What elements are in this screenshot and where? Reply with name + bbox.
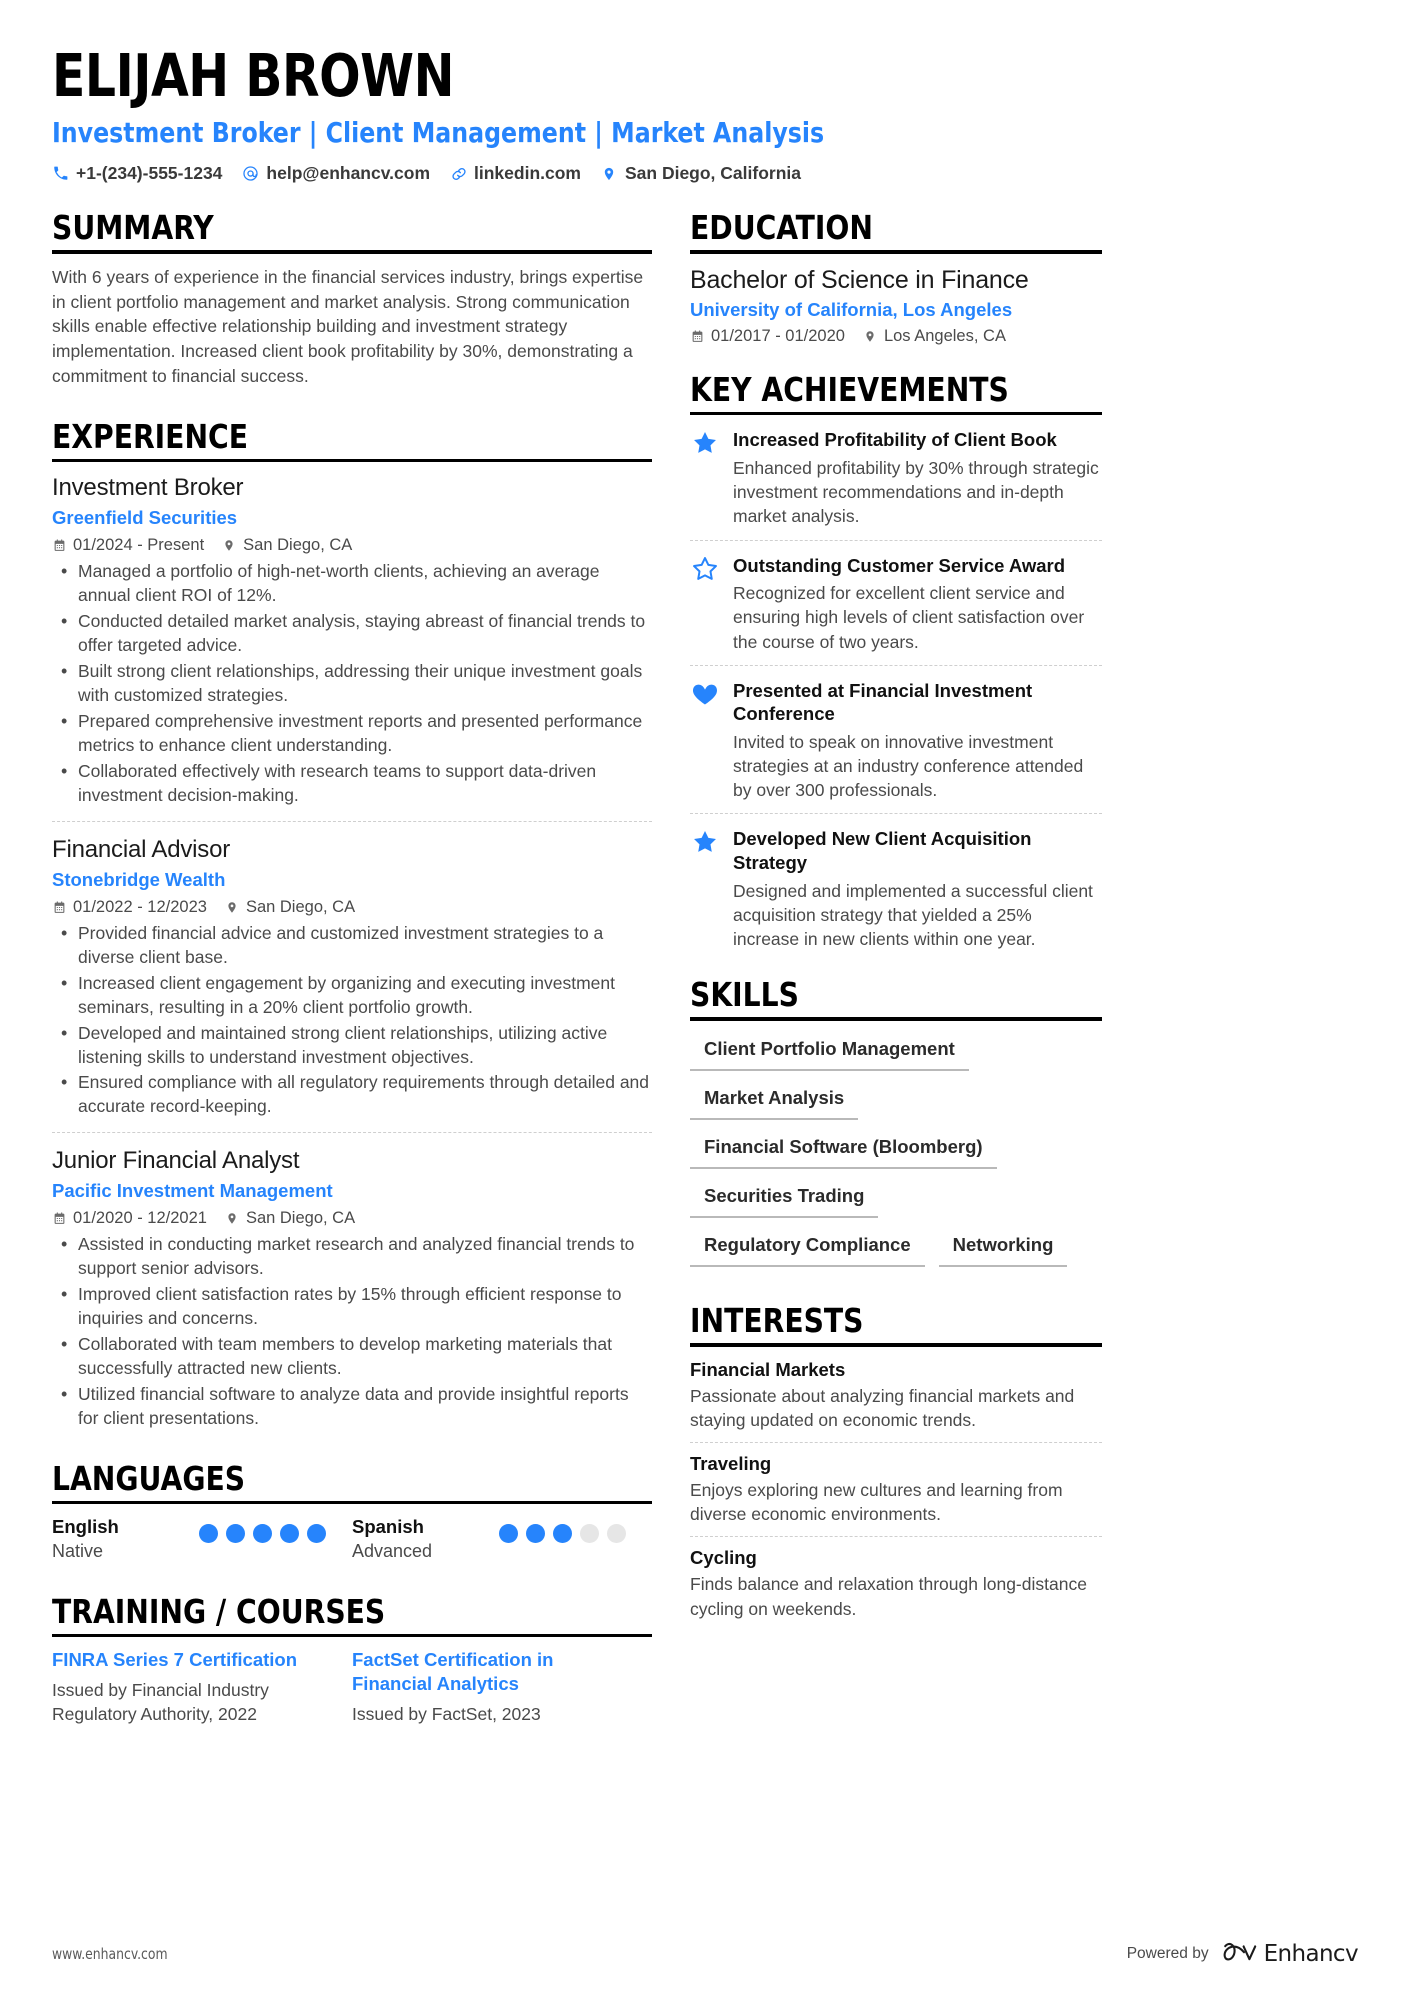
enhancv-logo[interactable] bbox=[1223, 1940, 1358, 1967]
rating-dot bbox=[226, 1524, 245, 1543]
achievement-desc: Enhanced profitability by 30% through strategic investment recommendations and in-depth market analysis. bbox=[733, 458, 1099, 527]
location-pin-icon bbox=[225, 1211, 239, 1227]
training-title[interactable]: FINRA Series 7 Certification bbox=[52, 1649, 298, 1671]
star-filled-icon bbox=[690, 827, 720, 857]
experience-dates bbox=[52, 1209, 207, 1228]
skill-tag: Client Portfolio Management bbox=[690, 1032, 969, 1071]
achievement-item bbox=[690, 825, 1102, 951]
contact-phone-text: +1-(234)-555-1234 bbox=[76, 163, 223, 184]
section-achievements bbox=[690, 372, 1102, 951]
contact-phone[interactable] bbox=[52, 163, 222, 184]
bullet-item: • Built strong client relationships, addressing their unique investment goals with customized strategies. bbox=[52, 660, 652, 708]
powered-by-label: Powered by bbox=[1126, 1944, 1209, 1962]
experience-dates-text: 01/2022 - 12/2023 bbox=[73, 897, 207, 916]
achievement-title: Presented at Financial Investment Conference bbox=[733, 679, 1033, 725]
bullet-item: • Improved client satisfaction rates by 15% through efficient response to inquiries and concerns. bbox=[52, 1283, 652, 1331]
training-grid bbox=[52, 1648, 652, 1726]
section-languages bbox=[52, 1458, 652, 1564]
contact-location-text: San Diego, California bbox=[624, 163, 801, 184]
link-icon bbox=[450, 164, 467, 183]
section-rule bbox=[690, 1017, 1102, 1021]
left-column bbox=[52, 210, 652, 1736]
rating-dot bbox=[526, 1524, 545, 1543]
rating-dot bbox=[280, 1524, 299, 1543]
language-level: Native bbox=[52, 1541, 104, 1562]
experience-company[interactable]: Greenfield Securities bbox=[52, 507, 238, 529]
rating-dot bbox=[307, 1524, 326, 1543]
bullet-item: • Collaborated with team members to develop marketing materials that successfully attracted new clients. bbox=[52, 1333, 652, 1381]
experience-location bbox=[225, 898, 355, 917]
language-name: Spanish bbox=[352, 1516, 424, 1538]
section-title-skills: SKILLS bbox=[690, 975, 799, 1015]
interest-title: Cycling bbox=[690, 1547, 757, 1569]
candidate-headline: Investment Broker | Client Management | Market Analysis bbox=[52, 115, 825, 149]
experience-dates-text: 01/2024 - Present bbox=[73, 536, 205, 555]
education-entry bbox=[690, 265, 1102, 346]
achievement-divider bbox=[690, 540, 1102, 541]
experience-location-text: San Diego, CA bbox=[245, 1209, 356, 1228]
rating-dot bbox=[553, 1524, 572, 1543]
education-meta bbox=[690, 327, 1102, 346]
experience-bullets bbox=[52, 1233, 652, 1431]
section-title-interests: INTERESTS bbox=[690, 1301, 864, 1341]
achievement-item bbox=[690, 426, 1102, 528]
interest-item bbox=[690, 1452, 1102, 1526]
achievement-desc: Invited to speak on innovative investment strategies at an industry conference attended by over 300 professionals. bbox=[733, 732, 1084, 801]
achievement-divider bbox=[690, 665, 1102, 666]
education-dates bbox=[690, 327, 845, 346]
candidate-name: ELIJAH BROWN bbox=[52, 41, 455, 110]
location-pin-icon bbox=[222, 538, 236, 554]
training-item bbox=[352, 1648, 652, 1726]
bullet-item: • Ensured compliance with all regulatory requirements through detailed and accurate record-keeping. bbox=[52, 1071, 652, 1119]
star-filled-icon bbox=[690, 428, 720, 458]
section-rule bbox=[52, 250, 652, 254]
experience-location-text: San Diego, CA bbox=[243, 536, 353, 555]
training-desc: Issued by FactSet, 2023 bbox=[352, 1704, 541, 1725]
section-summary bbox=[52, 210, 652, 389]
achievement-item bbox=[690, 552, 1102, 654]
experience-location-text: San Diego, CA bbox=[245, 897, 356, 916]
experience-company[interactable]: Stonebridge Wealth bbox=[52, 868, 226, 890]
experience-meta bbox=[52, 1209, 652, 1228]
calendar-icon bbox=[52, 1211, 66, 1227]
experience-meta bbox=[52, 898, 652, 917]
education-degree: Bachelor of Science in Finance bbox=[690, 265, 1029, 294]
bullet-item: • Developed and maintained strong client relationships, utilizing active listening skills to understand investment objectives. bbox=[52, 1022, 652, 1070]
language-rating-dots bbox=[499, 1515, 652, 1543]
contact-row bbox=[52, 163, 1358, 184]
rating-dot bbox=[253, 1524, 272, 1543]
email-icon bbox=[242, 164, 259, 183]
page-footer bbox=[52, 1940, 1358, 1967]
education-location bbox=[863, 327, 1006, 346]
bullet-item: • Managed a portfolio of high-net-worth clients, achieving an average annual client ROI of 12%. bbox=[52, 560, 652, 608]
interest-divider bbox=[690, 1536, 1102, 1537]
bullet-item: • Assisted in conducting market research and analyzed financial trends to support senior advisors. bbox=[52, 1233, 652, 1281]
section-title-achievements: KEY ACHIEVEMENTS bbox=[690, 370, 1009, 410]
achievement-divider bbox=[690, 813, 1102, 814]
interest-item bbox=[690, 1358, 1102, 1432]
language-item bbox=[52, 1515, 352, 1563]
section-training bbox=[52, 1591, 652, 1727]
experience-dates bbox=[52, 898, 207, 917]
achievement-item bbox=[690, 677, 1102, 803]
skill-tag: Networking bbox=[939, 1228, 1068, 1267]
section-education bbox=[690, 210, 1102, 346]
bullet-item: • Increased client engagement by organizing and executing investment seminars, resulting in a 20% client portfolio growth. bbox=[52, 972, 652, 1020]
language-name: English bbox=[52, 1516, 119, 1538]
entry-divider bbox=[52, 1132, 652, 1133]
contact-location bbox=[601, 163, 801, 184]
interest-desc: Finds balance and relaxation through long-distance cycling on weekends. bbox=[690, 1574, 1087, 1619]
interest-desc: Passionate about analyzing financial markets and staying updated on economic trends. bbox=[690, 1385, 1075, 1430]
section-title-education: EDUCATION bbox=[690, 208, 873, 248]
achievement-title: Developed New Client Acquisition Strategy bbox=[733, 828, 1032, 874]
experience-role: Junior Financial Analyst bbox=[52, 1147, 300, 1175]
achievement-title: Outstanding Customer Service Award bbox=[733, 554, 1066, 576]
training-title[interactable]: FactSet Certification in Financial Analytics bbox=[352, 1649, 554, 1695]
section-skills bbox=[690, 977, 1102, 1277]
location-pin-icon bbox=[863, 329, 877, 345]
skill-tag: Securities Trading bbox=[690, 1179, 878, 1218]
star-outline-icon bbox=[690, 554, 720, 584]
education-school[interactable]: University of California, Los Angeles bbox=[690, 299, 1013, 321]
bullet-item: • Utilized financial software to analyze data and provide insightful reports for client presentations. bbox=[52, 1383, 652, 1431]
contact-email[interactable] bbox=[242, 163, 430, 184]
calendar-icon bbox=[690, 329, 704, 345]
achievement-desc: Recognized for excellent client service and ensuring high levels of client satisfaction over the course of two years. bbox=[733, 583, 1085, 652]
content-columns bbox=[52, 210, 1358, 1736]
section-rule bbox=[52, 1634, 652, 1638]
right-column bbox=[690, 210, 1102, 1630]
experience-meta bbox=[52, 536, 652, 555]
rating-dot bbox=[499, 1524, 518, 1543]
bullet-item: • Conducted detailed market analysis, staying abreast of financial trends to offer targeted advice. bbox=[52, 610, 652, 658]
bullet-item: • Provided financial advice and customized investment strategies to a diverse client base. bbox=[52, 922, 652, 970]
section-title-experience: EXPERIENCE bbox=[52, 416, 249, 456]
section-rule bbox=[52, 459, 652, 463]
experience-bullets bbox=[52, 922, 652, 1120]
interest-desc: Enjoys exploring new cultures and learning from diverse economic environments. bbox=[690, 1480, 1063, 1525]
interest-title: Financial Markets bbox=[690, 1358, 846, 1380]
experience-entry bbox=[52, 1146, 652, 1431]
resume-header bbox=[52, 41, 1358, 184]
experience-company[interactable]: Pacific Investment Management bbox=[52, 1180, 333, 1202]
experience-role: Financial Advisor bbox=[52, 835, 231, 863]
section-rule bbox=[52, 1501, 652, 1505]
training-item bbox=[52, 1648, 352, 1726]
enhancv-mark-icon bbox=[1223, 1940, 1257, 1967]
contact-link-text: linkedin.com bbox=[474, 163, 581, 184]
skill-tag: Market Analysis bbox=[690, 1081, 858, 1120]
phone-icon bbox=[52, 164, 69, 183]
training-desc: Issued by Financial Industry Regulatory Authority, 2022 bbox=[52, 1680, 269, 1725]
enhancv-wordmark: Enhancv bbox=[1263, 1940, 1358, 1967]
contact-link[interactable] bbox=[450, 163, 581, 184]
interest-item bbox=[690, 1546, 1102, 1620]
language-item bbox=[352, 1515, 652, 1563]
skills-list bbox=[690, 1032, 1102, 1278]
section-interests bbox=[690, 1303, 1102, 1620]
rating-dot bbox=[580, 1524, 599, 1543]
experience-entry bbox=[52, 473, 652, 807]
contact-email-text: help@enhancv.com bbox=[266, 163, 431, 184]
section-rule bbox=[690, 412, 1102, 416]
skill-tag: Financial Software (Bloomberg) bbox=[690, 1130, 997, 1169]
education-location-text: Los Angeles, CA bbox=[883, 327, 1006, 346]
summary-text: With 6 years of experience in the financial services industry, brings expertise in client portfolio management and market analysis. Strong communication skills enable effective relationship building and investment strategy implementation. Increased client book profitability by 30%, demonstrating a commitment to financial success. bbox=[52, 266, 644, 387]
section-title-summary: SUMMARY bbox=[52, 208, 214, 248]
skill-tag: Regulatory Compliance bbox=[690, 1228, 925, 1267]
education-dates-text: 01/2017 - 01/2020 bbox=[711, 327, 845, 346]
location-pin-icon bbox=[225, 899, 239, 915]
rating-dot bbox=[607, 1524, 626, 1543]
experience-location bbox=[225, 1209, 355, 1228]
section-experience bbox=[52, 416, 652, 1431]
location-pin-icon bbox=[601, 164, 618, 183]
entry-divider bbox=[52, 821, 652, 822]
experience-bullets bbox=[52, 560, 652, 808]
section-title-training: TRAINING / COURSES bbox=[52, 1591, 386, 1631]
experience-entry bbox=[52, 835, 652, 1120]
experience-role: Investment Broker bbox=[52, 474, 244, 502]
footer-brand-block bbox=[1127, 1940, 1358, 1967]
achievement-title: Increased Profitability of Client Book bbox=[733, 429, 1057, 451]
experience-dates-text: 01/2020 - 12/2021 bbox=[73, 1209, 207, 1228]
calendar-icon bbox=[52, 899, 66, 915]
footer-url[interactable]: www.enhancv.com bbox=[52, 1944, 168, 1963]
languages-grid bbox=[52, 1515, 652, 1563]
calendar-icon bbox=[52, 538, 66, 554]
heart-filled-icon bbox=[690, 679, 720, 709]
rating-dot bbox=[199, 1524, 218, 1543]
interest-title: Traveling bbox=[690, 1453, 772, 1475]
bullet-item: • Prepared comprehensive investment reports and presented performance metrics to enhance client understanding. bbox=[52, 710, 652, 758]
experience-dates bbox=[52, 536, 204, 555]
section-rule bbox=[690, 1343, 1102, 1347]
section-rule bbox=[690, 250, 1102, 254]
bullet-item: • Collaborated effectively with research teams to support data-driven investment decision-making. bbox=[52, 760, 652, 808]
achievement-desc: Designed and implemented a successful client acquisition strategy that yielded a 25% increase in new clients within one year. bbox=[733, 880, 1093, 950]
section-title-languages: LANGUAGES bbox=[52, 1458, 246, 1498]
language-rating-dots bbox=[199, 1515, 352, 1543]
interest-divider bbox=[690, 1442, 1102, 1443]
experience-location bbox=[222, 536, 352, 555]
language-level: Advanced bbox=[352, 1541, 433, 1562]
